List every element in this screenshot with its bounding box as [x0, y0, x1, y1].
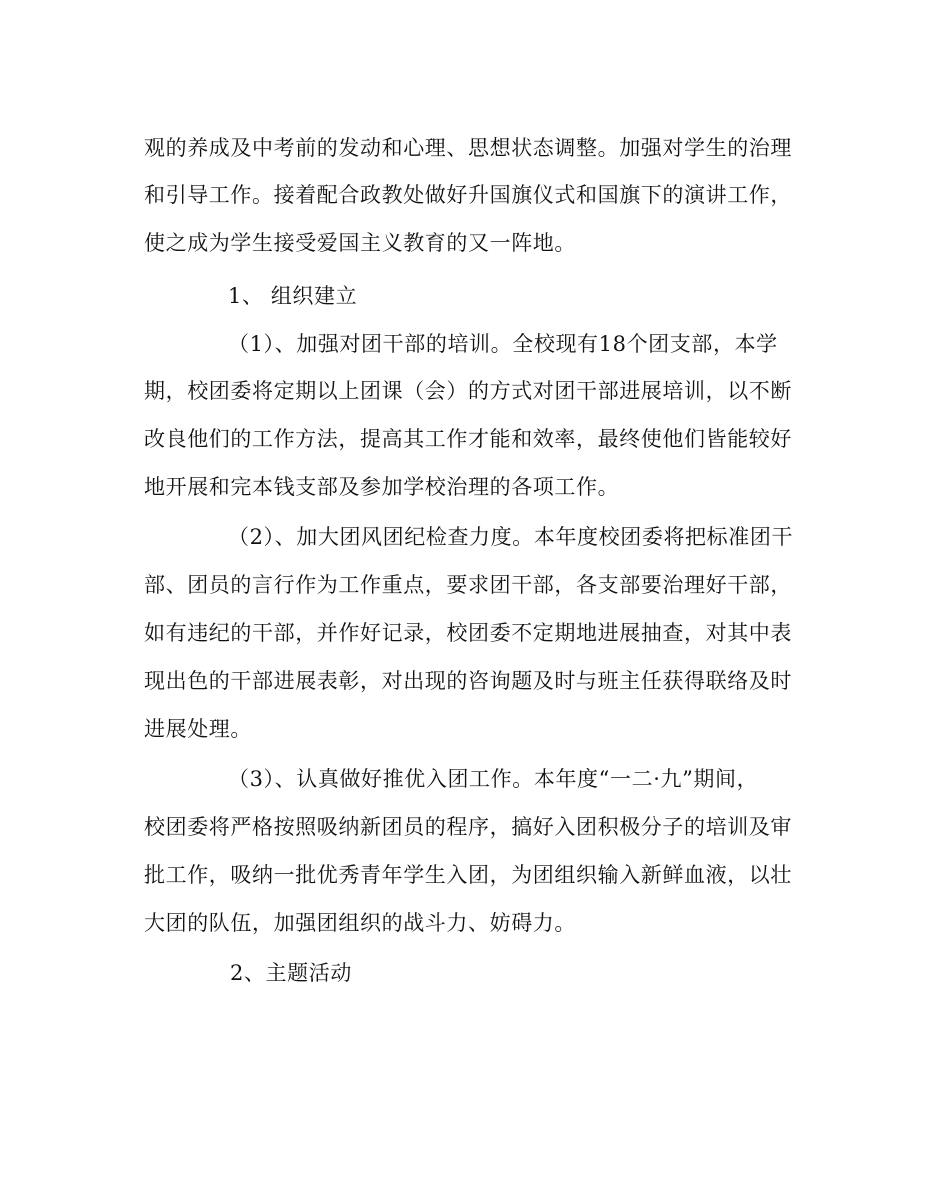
paragraph-line: 如有违纪的干部，并作好记录，校团委不定期地进展抽查，对其中表 — [144, 621, 792, 645]
paragraph-line: 大团的队伍，加强团组织的战斗力、妨碍力。 — [144, 911, 576, 935]
paragraph-line: 观的养成及中考前的发动和心理、思想状态调整。加强对学生的治理 — [144, 136, 792, 160]
paragraph-line: 现出色的干部进展表彰，对出现的咨询题及时与班主任获得联络及时 — [144, 669, 792, 693]
paragraph-line: 使之成为学生接受爱国主义教育的又一阵地。 — [144, 231, 576, 255]
paragraph-line: 期，校团委将定期以上团课（会）的方式对团干部进展培训，以不断 — [144, 379, 792, 403]
paragraph-line: 部、团员的言行作为工作重点，要求团干部，各支部要治理好干部， — [144, 573, 792, 597]
paragraph-line: （3）、认真做好推优入团工作。本年度“一二·九”期间， — [228, 767, 759, 791]
paragraph-line: （2）、加大团风团纪检查力度。本年度校团委将把标准团干 — [228, 525, 794, 549]
paragraph-line: 地开展和完本钱支部及参加学校治理的各项工作。 — [144, 475, 620, 499]
paragraph-line: 和引导工作。接着配合政教处做好升国旗仪式和国旗下的演讲工作， — [144, 183, 792, 207]
section-heading: 1、 组织建立 — [228, 284, 358, 308]
paragraph-line: 校团委将严格按照吸纳新团员的程序，搞好入团积极分子的培训及审 — [144, 815, 792, 839]
section-heading: 2、主题活动 — [230, 961, 352, 985]
paragraph-line: 批工作，吸纳一批优秀青年学生入团，为团组织输入新鲜血液，以壮 — [144, 863, 792, 887]
paragraph-line: 进展处理。 — [144, 717, 252, 741]
paragraph-line: 改良他们的工作方法，提高其工作才能和效率，最终使他们皆能较好 — [144, 427, 792, 451]
paragraph-line: （1）、加强对团干部的培训。全校现有18个团支部，本学 — [228, 332, 778, 356]
